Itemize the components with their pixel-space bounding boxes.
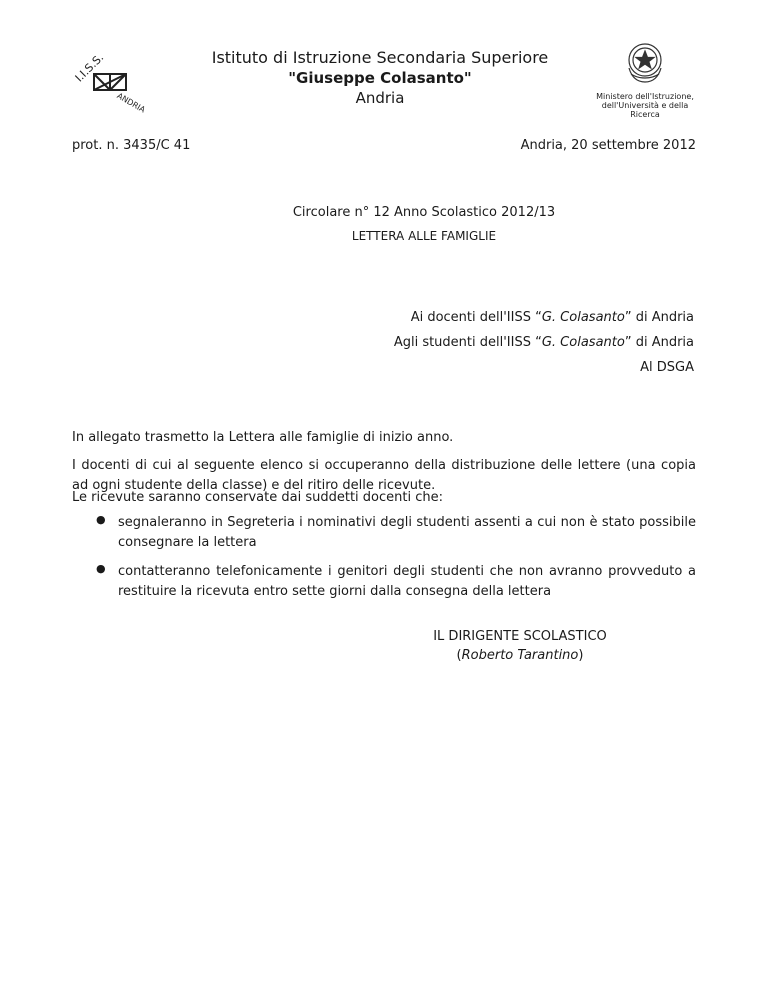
body-paragraph-2: I docenti di cui al seguente elenco si occuperanno della distribuzione delle lettere (una copia ad ogni studente della classe) e del ritiro delle ricevute. [72, 458, 696, 493]
header-line-1: Istituto di Istruzione Secondaria Superiore [211, 48, 549, 67]
recipient-teachers: Ai docenti dell'IISS “G. Colasanto” di Andria [410, 310, 694, 325]
header-city: Andria [355, 89, 405, 107]
ministry-line-1: Ministero dell'Istruzione, [596, 92, 694, 101]
logo-text-top: I.I.S.S. [72, 50, 107, 85]
list-item-text: contatteranno telefonicamente i genitori degli studenti che non avranno provveduto a restituire la ricevuta entro sette giorni dalla consegna della lettera [118, 564, 696, 599]
bullet-icon: ● [96, 562, 106, 575]
ministry-block [586, 38, 704, 119]
signature-name: (Roberto Tarantino) [456, 648, 584, 663]
school-header [190, 48, 570, 108]
protocol-number: prot. n. 3435/C 41 [72, 138, 191, 153]
letter-date: Andria, 20 settembre 2012 [520, 138, 696, 153]
recipient-students: Agli studenti dell'IISS “G. Colasanto” di Andria [393, 335, 694, 350]
header-school-name: "Giuseppe Colasanto" [288, 69, 472, 87]
signature-block [420, 627, 620, 665]
body-paragraph-1: In allegato trasmetto la Lettera alle famiglie di inizio anno. [72, 430, 454, 445]
republic-emblem-icon [623, 38, 667, 86]
body-paragraph-3: Le ricevute saranno conservate dai suddetti docenti che: [72, 490, 443, 505]
logo-text-bottom: ANDRIA [115, 91, 147, 115]
circular-title: Circolare n° 12 Anno Scolastico 2012/13 [292, 205, 556, 220]
recipient-dsga: Al DSGA [640, 360, 694, 375]
bullet-icon: ● [96, 513, 106, 526]
school-logo [64, 44, 164, 116]
list-item-text: segnaleranno in Segreteria i nominativi degli studenti assenti a cui non è stato possibile consegnare la lettera [118, 515, 696, 550]
signature-title: IL DIRIGENTE SCOLASTICO [433, 629, 607, 644]
circular-subtitle: LETTERA ALLE FAMIGLIE [351, 229, 497, 243]
ministry-line-2: dell'Università e della Ricerca [601, 101, 689, 119]
